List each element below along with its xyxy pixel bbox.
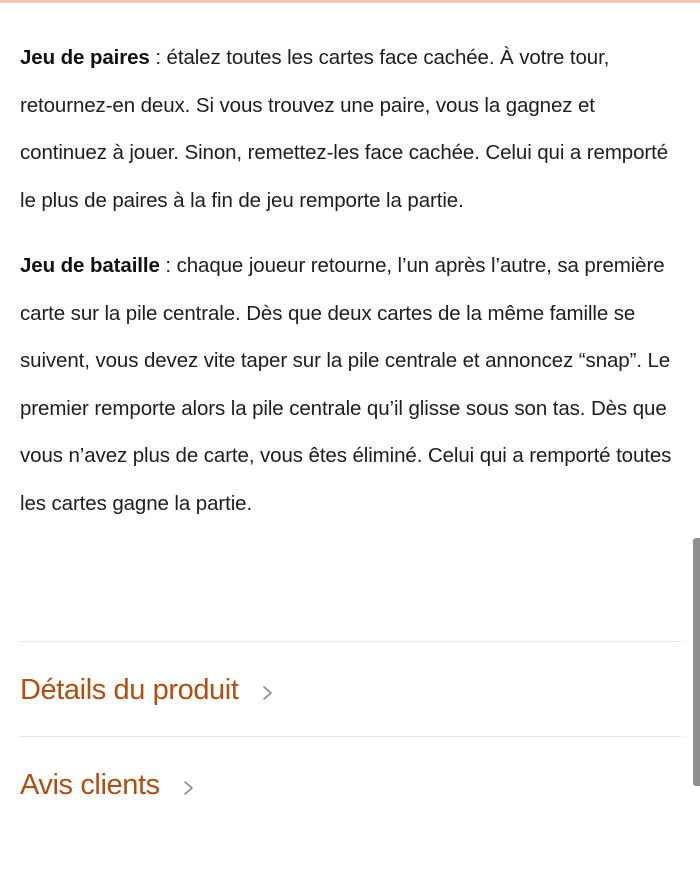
chevron-right-icon xyxy=(182,778,196,798)
section-divider xyxy=(20,736,681,737)
rule-name-battle: Jeu de bataille xyxy=(20,254,160,277)
product-details-accordion[interactable] xyxy=(20,668,275,712)
section-divider xyxy=(20,641,681,642)
rule-name-pairs: Jeu de paires xyxy=(20,46,150,69)
rule-separator: : xyxy=(149,46,167,69)
reviews-label: Avis clients xyxy=(20,769,160,801)
scrollbar-thumb[interactable] xyxy=(693,538,700,786)
reviews-accordion[interactable] xyxy=(20,763,196,807)
rule-paragraph-battle xyxy=(20,242,680,527)
rule-text-battle: chaque joueur retourne, l’un après l’autre, sa première carte sur la pile centrale. Dès que deux cartes de la même famille se suivent, vous devez vite taper sur la pile centrale et annoncez “snap”. Le premier remporte alors la pile centrale qu’il glisse sous son tas. Dès que vous n’avez plus de carte, vous êtes éliminé. Celui qui a remporté toutes les cartes gagne la partie. xyxy=(20,254,672,515)
rule-separator: : xyxy=(159,254,177,277)
product-details-label: Détails du produit xyxy=(20,674,239,706)
top-accent-edge xyxy=(0,0,700,3)
rule-paragraph-pairs xyxy=(20,34,680,224)
rule-text-pairs: étalez toutes les cartes face cachée. À votre tour, retournez-en deux. Si vous trouvez une paire, vous la gagnez et continuez à jouer. Sinon, remettez-les face cachée. Celui qui a remporté le plus de paires à la fin de jeu remporte la partie. xyxy=(20,46,669,212)
chevron-right-icon xyxy=(261,683,275,703)
product-description xyxy=(20,34,680,527)
